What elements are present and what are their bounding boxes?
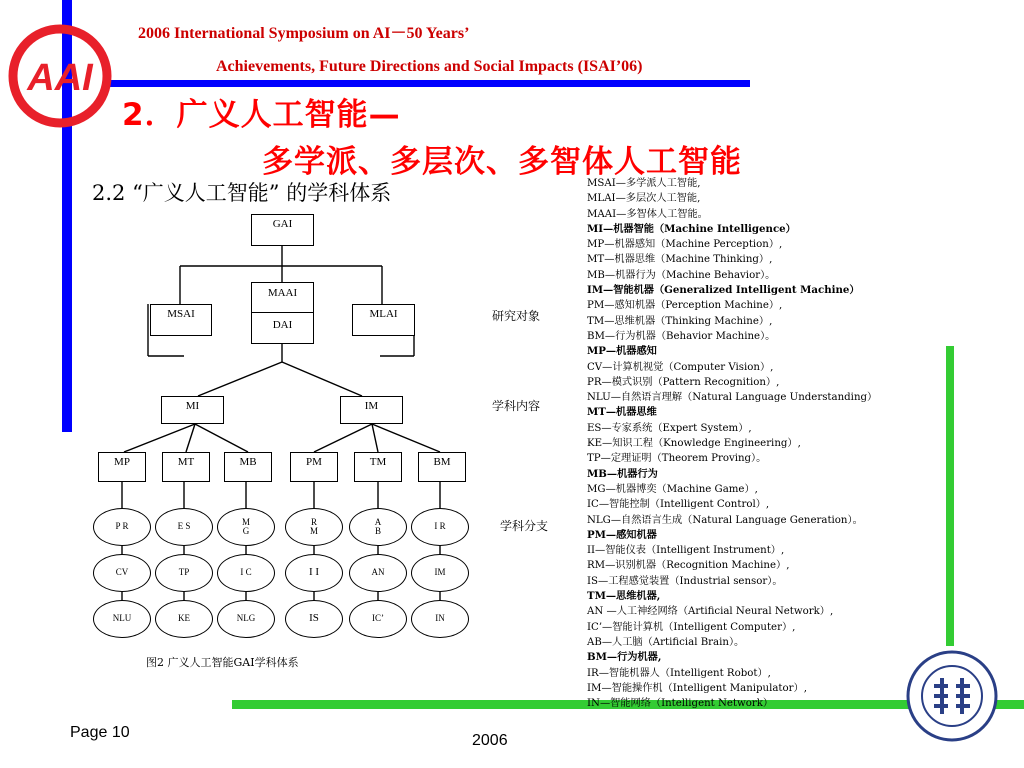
leaf-tm: TM xyxy=(354,452,402,482)
ellipse-nlu: NLU xyxy=(93,600,151,638)
ellipse-tp: TP xyxy=(155,554,213,592)
glossary-item: KE—知识工程（Knowledge Engineering）, xyxy=(587,438,801,450)
ellipse-ic: I C xyxy=(217,554,275,592)
node-mlai: MLAI xyxy=(352,304,415,336)
right-green-bar xyxy=(946,346,954,646)
ellipse-ic-prime: IC’ xyxy=(349,600,407,638)
university-seal xyxy=(904,648,1000,744)
side-label-content: 学科内容 xyxy=(492,399,541,413)
glossary-item: NLU—自然语言理解（Natural Language Understanding） xyxy=(587,392,878,404)
node-mi: MI xyxy=(161,396,224,424)
ellipse-cv: CV xyxy=(93,554,151,592)
glossary-item: MG—机器博奕（Machine Game）, xyxy=(587,483,758,495)
glossary-item: IM—智能机器（Generalized Intelligent Machine） xyxy=(587,284,860,297)
glossary-item: MP—机器感知 xyxy=(587,345,657,358)
glossary-item: IC—智能控制（Intelligent Control）, xyxy=(587,499,770,511)
footer-year: 2006 xyxy=(472,732,508,749)
conference-line1: 2006 International Symposium on AI－50 Years’ xyxy=(138,25,470,42)
glossary-item: MB—机器行为（Machine Behavior）。 xyxy=(587,269,776,281)
glossary-item: MP—机器感知（Machine Perception）, xyxy=(587,239,783,251)
slide-title-line1: 2．广义人工智能— xyxy=(122,97,401,133)
glossary-item: TP—定理证明（Theorem Proving）。 xyxy=(587,453,767,465)
ellipse-is: IS xyxy=(285,600,343,638)
node-gai: GAI xyxy=(251,214,314,246)
glossary-item: MT—机器思维 xyxy=(587,406,657,419)
glossary-item: TM—思维机器, xyxy=(587,590,661,603)
logo-text: AAI xyxy=(27,57,93,99)
slide-subtitle: 2.2 “广义人工智能” 的学科体系 xyxy=(92,181,392,205)
ellipse-rm: R M xyxy=(285,508,343,546)
ellipse-pr: P R xyxy=(93,508,151,546)
node-maai: MAAI xyxy=(251,282,314,313)
ellipse-ke: KE xyxy=(155,600,213,638)
side-label-research-object: 研究对象 xyxy=(492,309,541,323)
glossary-item: II—智能仪表（Intelligent Instrument）, xyxy=(587,545,785,557)
glossary-item: MAAI—多智体人工智能。 xyxy=(587,208,708,220)
conference-line2: Achievements, Future Directions and Social Impacts (ISAI’06) xyxy=(216,58,643,75)
leaf-mb: MB xyxy=(224,452,272,482)
glossary-item: IM—智能操作机（Intelligent Manipulator）, xyxy=(587,682,807,694)
glossary-item: MT—机器思维（Machine Thinking）, xyxy=(587,254,773,266)
ellipse-ir: I R xyxy=(411,508,469,546)
diagram-caption: 图2 广义人工智能GAI学科体系 xyxy=(146,656,299,669)
page-number: Page 10 xyxy=(70,724,130,741)
glossary-item: AN —人工神经网络（Artificial Neural Network）, xyxy=(587,606,834,618)
ellipse-nlg: NLG xyxy=(217,600,275,638)
glossary-item: AB—人工脑（Artificial Brain）。 xyxy=(587,636,745,648)
glossary-item: RM—识别机器（Recognition Machine）, xyxy=(587,560,790,572)
glossary-item: MSAI—多学派人工智能, xyxy=(587,178,701,189)
glossary-item: IN—智能网络（Intelligent Network） xyxy=(587,698,774,710)
ellipse-an: AN xyxy=(349,554,407,592)
glossary-item: BM—行为机器（Behavior Machine）。 xyxy=(587,330,776,342)
ellipse-in: IN xyxy=(411,600,469,638)
slide-title-line2: 多学派、多层次、多智体人工智能 xyxy=(262,144,742,180)
node-dai: DAI xyxy=(251,312,314,344)
glossary-item: IC’—智能计算机（Intelligent Computer）, xyxy=(587,621,796,633)
ellipse-im: IM xyxy=(411,554,469,592)
leaf-mp: MP xyxy=(98,452,146,482)
leaf-mt: MT xyxy=(162,452,210,482)
glossary-item: IR—智能机器人（Intelligent Robot）, xyxy=(587,667,771,679)
glossary-item: MB—机器行为 xyxy=(587,467,658,480)
glossary-item: PM—感知机器 xyxy=(587,528,657,541)
glossary-item: CV—计算机视觉（Computer Vision）, xyxy=(587,361,774,373)
ellipse-ii: I I xyxy=(285,554,343,592)
glossary-item: TM—思维机器（Thinking Machine）, xyxy=(587,315,773,327)
ellipse-es: E S xyxy=(155,508,213,546)
glossary-item: IS—工程感觉装置（Industrial sensor）。 xyxy=(587,575,783,587)
leaf-pm: PM xyxy=(290,452,338,482)
glossary-list xyxy=(587,176,917,711)
glossary-item: ES—专家系统（Expert System）, xyxy=(587,422,752,434)
glossary-item: MLAI—多层次人工智能, xyxy=(587,193,701,205)
node-im: IM xyxy=(340,396,403,424)
ellipse-mg: M G xyxy=(217,508,275,546)
glossary-item: MI—机器智能（Machine Intelligence） xyxy=(587,222,796,235)
glossary-item: PR—模式识别（Pattern Recognition）, xyxy=(587,376,780,388)
glossary-item: BM—行为机器, xyxy=(587,651,662,664)
glossary-item: NLG—自然语言生成（Natural Language Generation）。 xyxy=(587,514,863,526)
side-label-branches: 学科分支 xyxy=(500,519,549,533)
node-msai: MSAI xyxy=(150,304,212,336)
glossary-item: PM—感知机器（Perception Machine）, xyxy=(587,300,783,312)
ellipse-ab: A B xyxy=(349,508,407,546)
leaf-bm: BM xyxy=(418,452,466,482)
